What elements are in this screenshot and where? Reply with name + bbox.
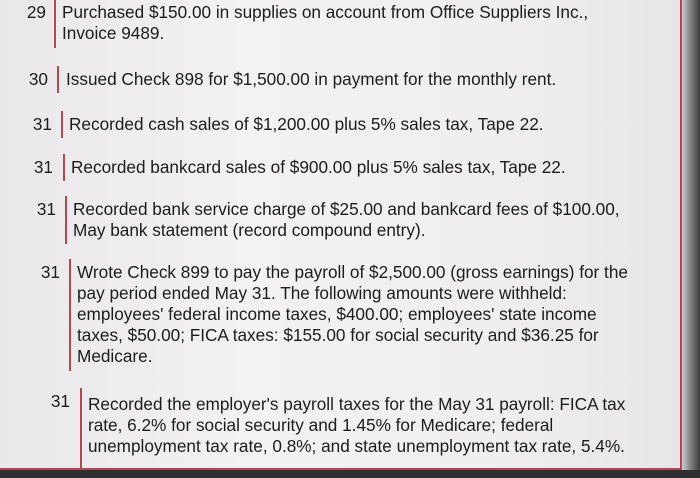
entry-line: Invoice 9489. [62,23,165,43]
entry-line: Wrote Check 899 to pay the payroll of $2,500.00 (gross earnings) for the [77,262,628,282]
entry-line: Purchased $150.00 in supplies on account from Office Suppliers Inc., [62,2,589,22]
entry-divider [80,388,82,468]
entry-line: unemployment tax rate, 0.8%; and state unemployment tax rate, 5.4%. [88,436,625,456]
entry-line: taxes, $50.00; FICA taxes: $155.00 for social security and $36.25 for [77,325,599,345]
entry-divider [69,259,71,371]
page-shadow-right [682,0,700,478]
entry-day: 31 [40,262,60,282]
entry-line: Recorded cash sales of $1,200.00 plus 5% sales tax, Tape 22. [69,114,544,134]
entry-line: May bank statement (record compound entry). [73,220,426,240]
entry-day: 31 [33,157,53,177]
entry-day: 31 [32,114,52,134]
entry-line: Recorded bankcard sales of $900.00 plus 5% sales tax, Tape 22. [71,157,566,177]
entry-line: rate, 6.2% for social security and 1.45% for Medicare; federal [88,415,554,435]
entry-line: Recorded the employer's payroll taxes for the May 31 payroll: FICA tax [88,394,626,414]
entry-line: pay period ended May 31. The following amounts were withheld: [77,283,567,303]
entry-day: 31 [50,391,70,411]
entry-divider [54,0,56,48]
entry-day: 31 [36,199,56,219]
entry-line: Issued Check 898 for $1,500.00 in payment for the monthly rent. [66,69,557,89]
entry-line: Recorded bank service charge of $25.00 and bankcard fees of $100.00, [73,199,620,219]
entry-line: employees' federal income taxes, $400.00; employees' state income [77,304,597,324]
page-shadow-bottom [0,470,700,478]
entry-day: 30 [28,69,48,89]
entry-divider [65,196,67,244]
entry-divider [61,111,63,138]
entry-divider [57,66,59,93]
entry-line: Medicare. [77,346,153,366]
entry-divider [63,154,65,181]
entry-day: 29 [26,2,46,22]
